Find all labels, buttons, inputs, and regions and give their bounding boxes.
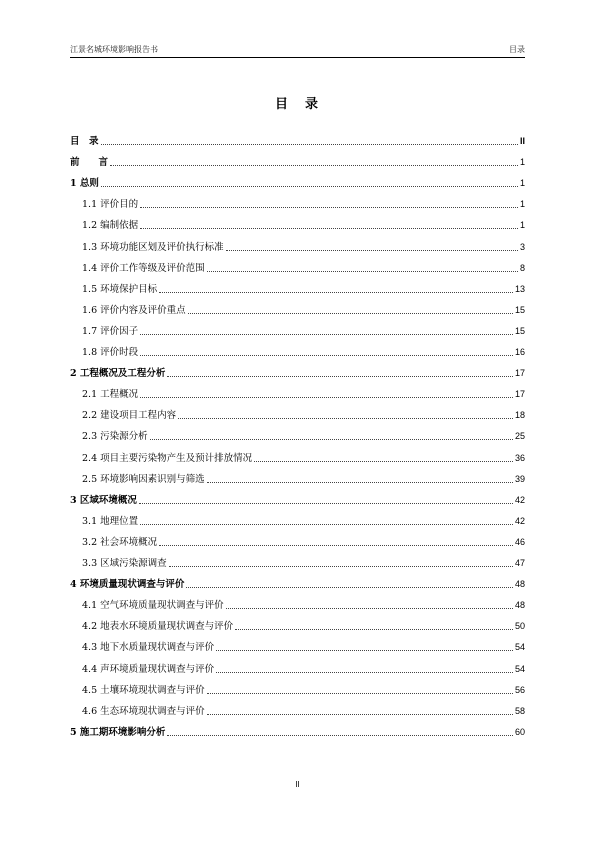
toc-dot-leader: [186, 587, 513, 588]
toc-entry[interactable]: [70, 641, 525, 654]
toc-dot-leader: [140, 524, 513, 525]
header-document-title: 江景名城环境影响报告书: [70, 45, 158, 54]
toc-dot-leader: [167, 376, 513, 377]
toc-entry-page: 1: [519, 220, 525, 231]
toc-entry-page: 42: [514, 515, 525, 526]
toc-dot-leader: [207, 482, 513, 483]
toc-entry-page: 13: [514, 283, 525, 294]
toc-dot-leader: [140, 334, 513, 335]
toc-entry-title: 4 环境质量现状调查与评价: [70, 579, 185, 591]
toc-entry-title: 2 工程概况及工程分析: [70, 368, 166, 380]
toc-entry[interactable]: [70, 578, 525, 591]
toc-entry[interactable]: [70, 684, 525, 697]
toc-entry-page: 47: [514, 558, 525, 568]
toc-entry-page: 60: [514, 726, 525, 737]
toc-entry[interactable]: [70, 705, 525, 718]
toc-dot-leader: [207, 271, 518, 272]
toc-entry[interactable]: [70, 599, 525, 612]
toc-entry-page: 48: [514, 579, 525, 590]
toc-dot-leader: [101, 186, 518, 187]
toc-entry-title: 3.3 区域污染源调查: [82, 558, 167, 569]
toc-entry-page: 54: [514, 663, 525, 674]
toc-entry-page: 56: [514, 684, 525, 695]
toc-entry-page: 8: [519, 262, 525, 273]
toc-entry-page: 36: [514, 452, 525, 463]
toc-entry-title: 2.3 污染源分析: [82, 431, 148, 443]
toc-entry-title: 2.5 环境影响因素识别与筛选: [82, 473, 205, 485]
toc-entry-page: 42: [514, 494, 525, 505]
toc-dot-leader: [139, 503, 513, 504]
toc-entry-page: 17: [514, 389, 525, 400]
toc-dot-leader: [235, 629, 513, 630]
toc-entry-title: 2.1 工程概况: [82, 389, 139, 401]
toc-dot-leader: [150, 439, 513, 440]
toc-entry[interactable]: [70, 726, 525, 739]
toc-entry-page: 58: [514, 705, 525, 716]
toc-entry-title: 1.6 评价内容及评价重点: [82, 304, 186, 316]
toc-entry-page: 39: [514, 473, 525, 484]
toc-entry-page: 46: [514, 536, 525, 547]
toc-entry-title: 3.1 地理位置: [82, 515, 139, 527]
toc-entry[interactable]: [70, 452, 525, 465]
toc-entry-title: 4.1 空气环境质量现状调查与评价: [82, 600, 224, 612]
toc-entry-title: 1.8 评价时段: [82, 347, 139, 358]
toc-dot-leader: [140, 397, 513, 398]
toc-dot-leader: [254, 461, 513, 462]
toc-entry-title: 4.6 生态环境现状调查与评价: [82, 705, 205, 717]
page-header: [70, 43, 525, 58]
toc-entry-title: 1.2 编制依据: [82, 220, 139, 232]
toc-entry[interactable]: [70, 325, 525, 338]
toc-entry-title: 3.2 社会环境概况: [82, 536, 158, 548]
toc-entry-title: 1 总则: [70, 178, 99, 190]
toc-entry-page: 3: [519, 241, 525, 252]
toc-entry-page: 1: [519, 178, 525, 189]
toc-dot-leader: [101, 144, 518, 145]
toc-dot-leader: [226, 250, 518, 251]
toc-entry[interactable]: [70, 663, 525, 676]
toc-entry-title: 1.3 环境功能区划及评价执行标准: [82, 241, 224, 253]
toc-entry[interactable]: [70, 304, 525, 317]
toc-entry-page: 50: [514, 621, 525, 632]
toc-entry-title: 4.4 声环境质量现状调查与评价: [82, 663, 215, 675]
toc-entry[interactable]: [70, 156, 525, 169]
toc-entry-page: II: [519, 136, 525, 146]
toc-entry[interactable]: [70, 494, 525, 507]
toc-entry-title: 1.7 评价因子: [82, 325, 139, 337]
toc-dot-leader: [140, 228, 518, 229]
toc-entry-title: 1.4 评价工作等级及评价范围: [82, 262, 205, 274]
toc-entry-title: 1.1 评价目的: [82, 199, 139, 211]
toc-entry[interactable]: [70, 536, 525, 549]
toc-dot-leader: [169, 566, 513, 567]
toc-dot-leader: [216, 650, 513, 651]
header-section-name: 目录: [509, 45, 525, 54]
toc-dot-leader: [188, 313, 513, 314]
toc-entry[interactable]: [70, 557, 525, 570]
toc-entry-page: 25: [514, 431, 525, 442]
toc-entry-title: 4.5 土壤环境现状调查与评价: [82, 684, 205, 696]
toc-dot-leader: [110, 165, 518, 166]
toc-entry[interactable]: [70, 388, 525, 401]
toc-entry[interactable]: [70, 620, 525, 633]
toc-entry[interactable]: [70, 198, 525, 211]
toc-entry[interactable]: [70, 262, 525, 275]
page-number: II: [295, 780, 300, 789]
toc-dot-leader: [140, 355, 513, 356]
toc-dot-leader: [178, 418, 513, 419]
toc-entry-title: 目 录: [70, 136, 99, 147]
toc-entry-title: 4.3 地下水质量现状调查与评价: [82, 642, 215, 654]
toc-entry-page: 54: [514, 642, 525, 653]
toc-entry-page: 18: [514, 410, 525, 421]
toc-entry-page: 15: [514, 304, 525, 315]
toc-dot-leader: [159, 545, 513, 546]
toc-entry-title: 4.2 地表水环境质量现状调查与评价: [82, 621, 234, 633]
toc-entry-title: 2.4 项目主要污染物产生及预计排放情况: [82, 452, 253, 464]
toc-entry[interactable]: [70, 515, 525, 528]
toc-entry[interactable]: [70, 409, 525, 422]
toc-entry-page: 48: [514, 600, 525, 611]
toc-entry-title: 1.5 环境保护目标: [82, 283, 158, 295]
toc-entry-page: 17: [514, 368, 525, 379]
toc-entry-title: 3 区域环境概况: [70, 494, 137, 506]
toc-dot-leader: [207, 693, 513, 694]
toc-entry-page: 1: [519, 157, 525, 168]
toc-dot-leader: [207, 714, 513, 715]
toc-entry[interactable]: [70, 367, 525, 380]
toc-entry-title: 前 言: [70, 157, 109, 169]
toc-dot-leader: [159, 292, 513, 293]
toc-dot-leader: [226, 608, 513, 609]
toc-entry-page: 1: [519, 199, 525, 210]
toc-dot-leader: [167, 735, 513, 736]
toc-entry-title: 5 施工期环境影响分析: [70, 726, 166, 738]
toc-entry[interactable]: [70, 177, 525, 190]
toc-entry[interactable]: [70, 346, 525, 359]
page-title: 目 录: [274, 97, 320, 112]
toc-entry-page: 16: [514, 347, 525, 357]
toc-entry[interactable]: [70, 473, 525, 486]
toc-entry[interactable]: [70, 283, 525, 296]
toc-entry-title: 2.2 建设项目工程内容: [82, 410, 177, 422]
toc-entry[interactable]: [70, 430, 525, 443]
toc-entry-page: 15: [514, 325, 525, 336]
toc-entry[interactable]: [70, 219, 525, 232]
toc-dot-leader: [140, 207, 518, 208]
toc-entry[interactable]: [70, 135, 525, 148]
toc-dot-leader: [216, 672, 513, 673]
toc-entry[interactable]: [70, 241, 525, 254]
